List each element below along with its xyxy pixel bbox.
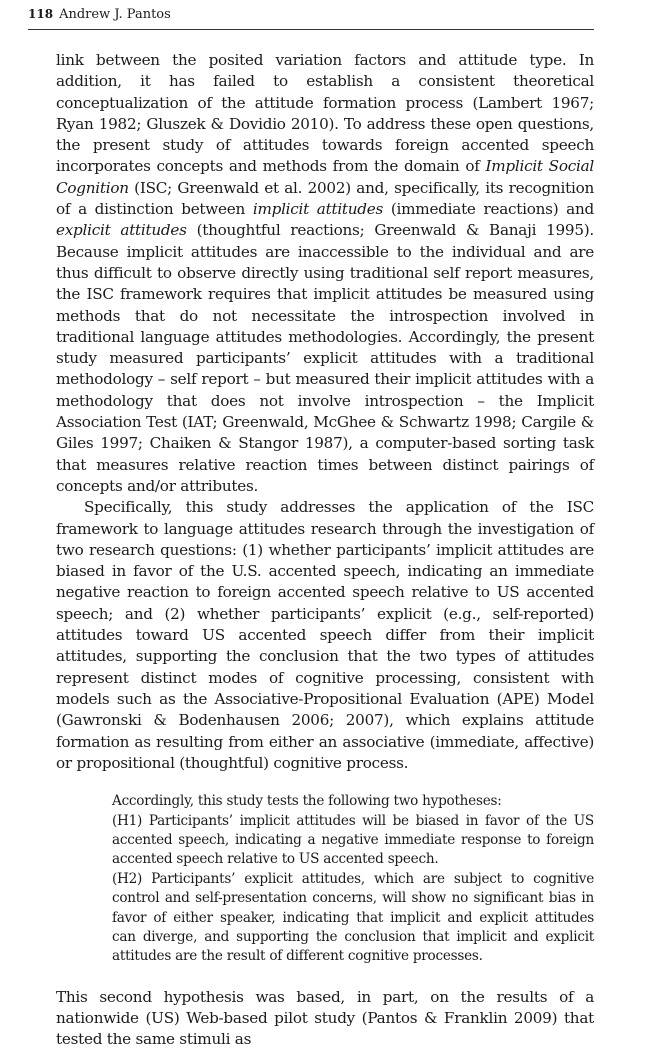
paragraph: This second hypothesis was based, in part, on the results of a nationwide (US) Web-based pilot study (Pantos & Franklin 2009) that tested the same stimuli as bbox=[56, 987, 594, 1049]
running-header bbox=[28, 5, 594, 30]
italic-term: implicit attitudes bbox=[252, 200, 384, 219]
italic-term: Implicit Social Cognition bbox=[56, 157, 594, 197]
hypotheses-block bbox=[112, 792, 594, 967]
text-run: (ISC; Greenwald et al. 2002) and, specifically, its recognition of a distinction between bbox=[56, 178, 594, 219]
paragraph bbox=[56, 50, 594, 497]
page-number: 118 bbox=[28, 7, 54, 21]
text-run: (immediate reactions) and bbox=[383, 200, 594, 219]
hypotheses-intro: Accordingly, this study tests the following two hypotheses: bbox=[112, 793, 502, 810]
main-text bbox=[56, 50, 594, 1051]
italic-term: explicit attitudes bbox=[56, 221, 187, 240]
hypothesis-h2: (H2) Participants’ explicit attitudes, which are subject to cognitive control and self-presentation concerns, will show no significant bias in favor of either speaker, indicating that implicit and explicit attitudes can diverge, and supporting the conclusion that implicit and explicit attitudes are the result of different cognitive processes. bbox=[112, 870, 594, 965]
text-run: link between the posited variation factors and attitude type. In addition, it has failed to establish a consistent theoretical conceptualization of the attitude formation process (Lambert 1967; Ryan 1982; Gluszek & Dovidio 2010). To address these open questions, the present study of attitudes towards foreign accented speech incorporates concepts and methods from the domain of bbox=[56, 51, 594, 176]
running-header-author: Andrew J. Pantos bbox=[59, 7, 171, 22]
hypothesis-h1: (H1) Participants’ implicit attitudes will be biased in favor of the US accented speech, indicating a negative immediate response to foreign accented speech relative to US accented speech. bbox=[112, 812, 594, 868]
paragraph: Specifically, this study addresses the application of the ISC framework to language attitudes research through the investigation of two research questions: (1) whether participants’ implicit attitudes are biased in favor of the U.S. accented speech, indicating an immediate negative reaction to foreign accented speech relative to US accented speech; and (2) whether participants’ explicit (e.g., self-reported) attitudes toward US accented speech differ from their implicit attitudes, supporting the conclusion that the two types of attitudes represent distinct modes of cognitive processing, consistent with models such as the Associative-Propositional Evaluation (APE) Model (Gawronski & Bodenhausen 2006; 2007), which explains attitude formation as resulting from either an associative (immediate, affective) or propositional (thoughtful) cognitive process. bbox=[56, 498, 594, 772]
text-run: (thoughtful reactions; Greenwald & Banaji 1995). Because implicit attitudes are inaccessible to the individual and are thus difficult to observe directly using traditional self report measures, the ISC framework requires that implicit attitudes be measured using methods that do not necessitate the introspection involved in traditional language attitudes methodologies. Accordingly, the present study measured participants’ explicit attitudes with a traditional methodology – self report – but measured their implicit attitudes with a methodology that does not involve introspection – the Implicit Association Test (IAT; Greenwald, McGhee & Schwartz 1998; Cargile & Giles 1997; Chaiken & Stangor 1987), a computer-based sorting task that measures relative reaction times between distinct pairings of concepts and/or attributes. bbox=[56, 221, 595, 495]
